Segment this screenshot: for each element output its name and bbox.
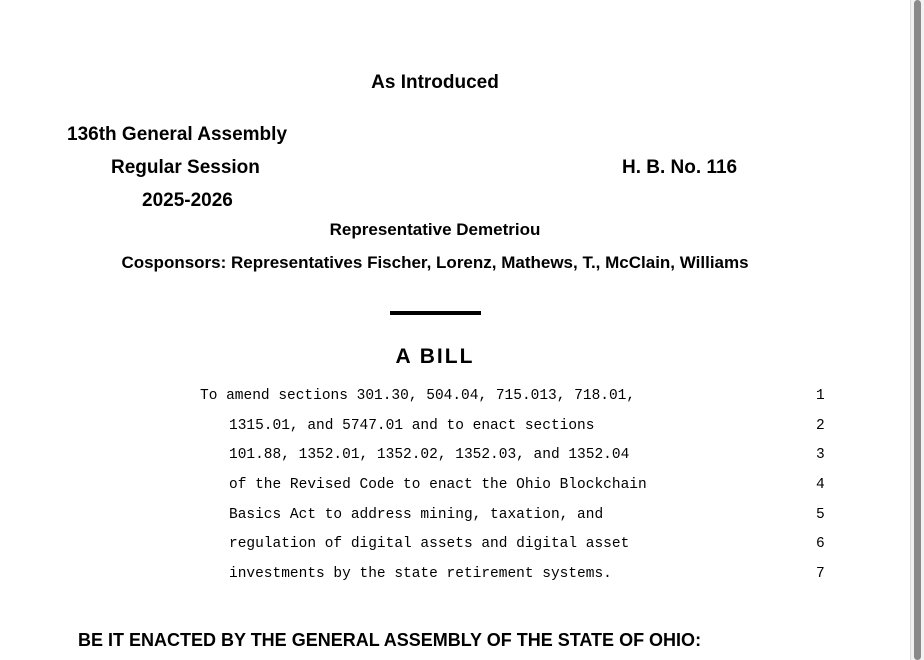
bill-number: H. B. No. 116 bbox=[622, 157, 738, 178]
line-text: Basics Act to address mining, taxation, and bbox=[229, 507, 604, 523]
line-text: To amend sections 301.30, 504.04, 715.013, 718.01, bbox=[200, 388, 636, 404]
bill-status: As Introduced bbox=[371, 72, 499, 93]
enacting-clause: BE IT ENACTED BY THE GENERAL ASSEMBLY OF THE STATE OF OHIO: bbox=[78, 630, 702, 650]
scrollbar-thumb[interactable] bbox=[914, 0, 921, 660]
line-number: 3 bbox=[816, 447, 825, 463]
line-text: investments by the state retirement systems. bbox=[229, 566, 612, 582]
line-number: 4 bbox=[816, 477, 825, 493]
line-text: 101.88, 1352.01, 1352.02, 1352.03, and 1352.04 bbox=[229, 447, 630, 463]
line-number: 1 bbox=[816, 388, 825, 404]
section-divider bbox=[390, 311, 481, 315]
line-number: 2 bbox=[816, 418, 825, 434]
line-number: 6 bbox=[816, 536, 825, 552]
session-years: 2025-2026 bbox=[142, 190, 233, 211]
vertical-scrollbar[interactable] bbox=[910, 0, 924, 660]
line-number: 5 bbox=[816, 507, 825, 523]
bill-heading: A BILL bbox=[395, 345, 475, 368]
session-name: Regular Session bbox=[111, 157, 260, 178]
line-text: 1315.01, and 5747.01 and to enact sections bbox=[229, 418, 595, 434]
cosponsors-list: Cosponsors: Representatives Fischer, Lorenz, Mathews, T., McClain, Williams bbox=[121, 253, 749, 272]
primary-sponsor: Representative Demetriou bbox=[329, 220, 541, 239]
line-text: regulation of digital assets and digital asset bbox=[229, 536, 630, 552]
line-number: 7 bbox=[816, 566, 825, 582]
line-text: of the Revised Code to enact the Ohio Blockchain bbox=[229, 477, 647, 493]
general-assembly: 136th General Assembly bbox=[67, 124, 288, 145]
